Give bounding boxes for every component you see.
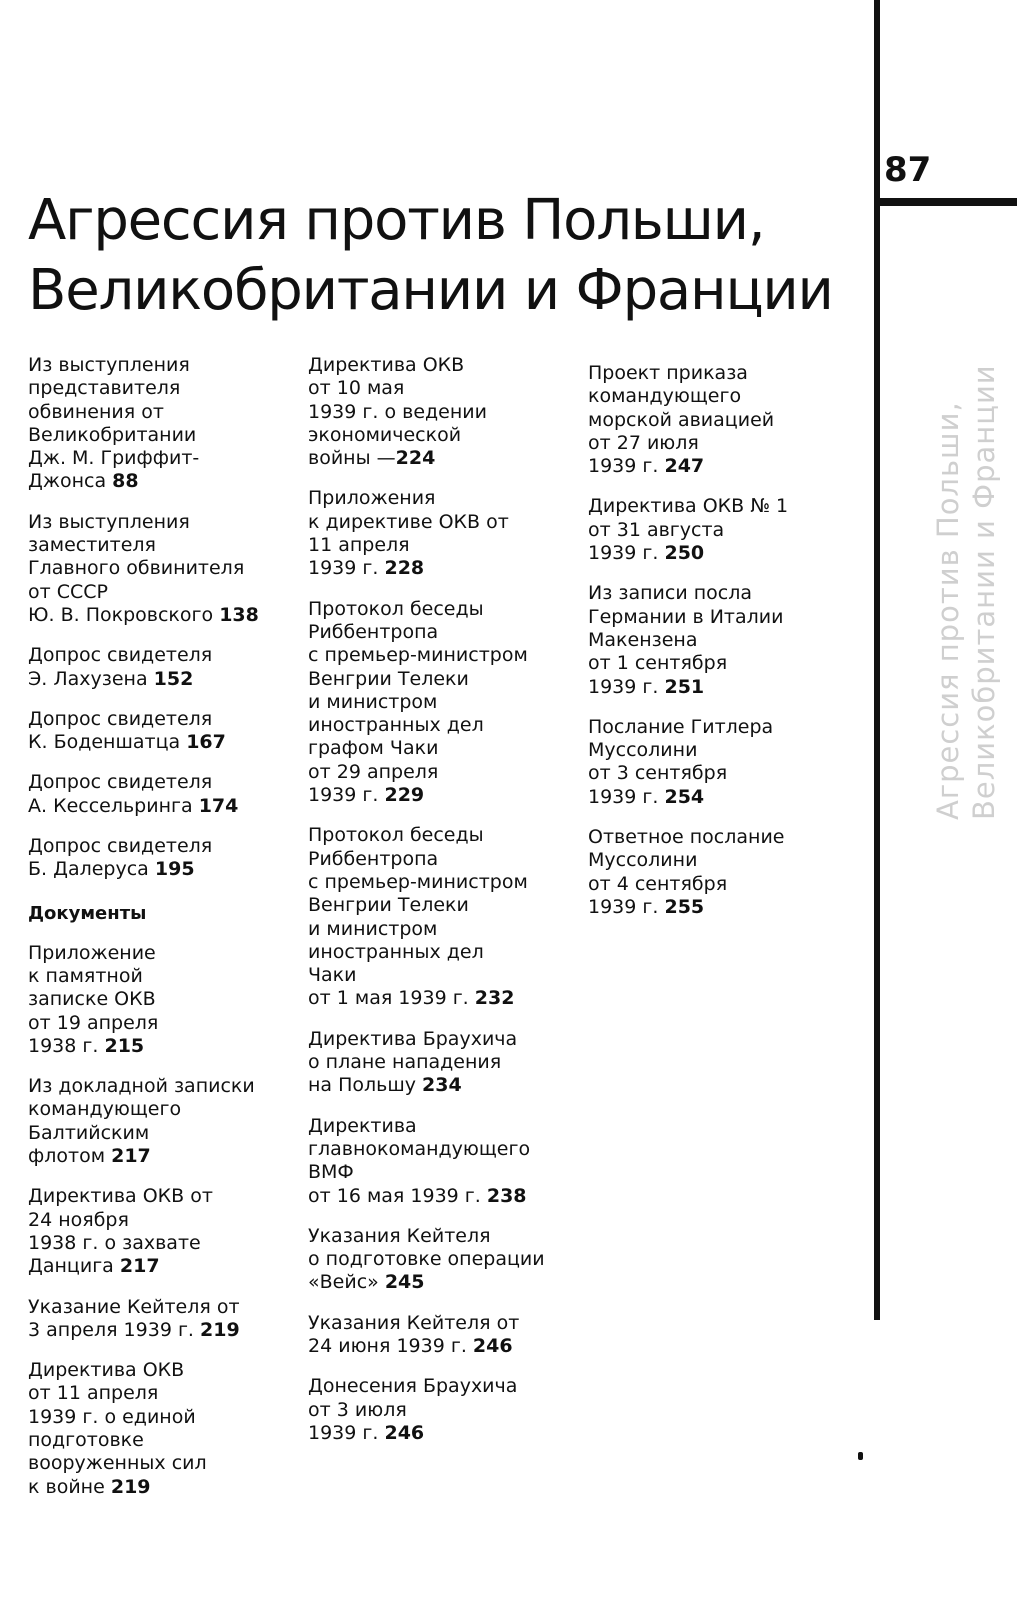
contents-entry[interactable] (308, 487, 573, 580)
entry-page-number: 228 (384, 557, 425, 580)
entry-line: морской авиацией (588, 408, 775, 431)
entry-line: Указание Кейтеля от (28, 1295, 240, 1318)
entry-last-line (28, 470, 290, 493)
entry-page-number: 195 (154, 858, 195, 881)
entry-last-line (28, 731, 290, 754)
entry-text: 1939 г. (588, 785, 659, 808)
entry-last-line (28, 1035, 290, 1058)
entry-line: о подготовке операции (308, 1248, 545, 1271)
entry-page-number: 255 (664, 895, 705, 918)
entry-text: от 16 мая 1939 г. (308, 1184, 481, 1207)
entry-line: Донесения Браухича (308, 1375, 518, 1398)
contents-entry[interactable] (588, 362, 840, 478)
entry-last-line (308, 784, 573, 807)
entry-line: 11 апреля (308, 534, 410, 557)
entry-line: Указания Кейтеля от (308, 1311, 520, 1334)
entry-line: экономической (308, 423, 462, 446)
entry-text: 1939 г. (308, 1421, 379, 1444)
entry-line: от 3 июля (308, 1398, 407, 1421)
entry-page-number: 138 (219, 603, 259, 626)
contents-entry[interactable] (28, 1075, 290, 1168)
entry-text: А. Кессельринга (28, 794, 193, 817)
print-mark (858, 1452, 863, 1460)
entry-line: Муссолини (588, 849, 698, 872)
entry-page-number: 229 (384, 784, 425, 807)
entry-page-number: 167 (186, 731, 226, 754)
entry-last-line (308, 1422, 573, 1445)
contents-entry[interactable] (308, 1028, 573, 1098)
entry-page-number: 215 (104, 1034, 145, 1057)
entry-last-line (308, 1074, 573, 1097)
entry-line: обвинения от (28, 400, 164, 423)
entry-line: от 29 апреля (308, 760, 439, 783)
contents-entry[interactable] (28, 771, 290, 818)
contents-entry[interactable] (308, 354, 573, 470)
entry-page-number: 251 (664, 675, 705, 698)
entry-page-number: 217 (111, 1145, 151, 1168)
entry-line: 1939 г. о ведении (308, 400, 487, 423)
entry-line: от 4 сентября (588, 872, 728, 895)
entry-line: командующего (588, 385, 742, 408)
entry-page-number: 88 (112, 470, 139, 493)
page-title (28, 186, 833, 326)
contents-column-1 (28, 354, 290, 1516)
entry-page-number: 246 (384, 1421, 425, 1444)
entry-page-number: 152 (153, 667, 194, 690)
entry-line: Германии в Италии (588, 605, 784, 628)
contents-entry[interactable] (28, 511, 290, 627)
entry-text: 1939 г. (588, 895, 659, 918)
contents-entry[interactable] (28, 942, 290, 1058)
entry-line: Риббентропа (308, 847, 439, 870)
entry-line: от СССР (28, 580, 108, 603)
entry-line: Директива ОКВ (28, 1359, 185, 1382)
contents-entry[interactable] (28, 1185, 290, 1278)
entry-text: 1939 г. (308, 784, 379, 807)
entry-text: Ю. В. Покровского (28, 603, 214, 626)
entry-last-line (308, 447, 573, 470)
entry-line: графом Чаки (308, 737, 439, 760)
entry-text: Э. Лахузена (28, 667, 148, 690)
bleed-through-text (930, 200, 1002, 820)
entry-page-number: 219 (200, 1318, 240, 1341)
contents-entry[interactable] (588, 582, 840, 698)
entry-page-number: 219 (110, 1475, 151, 1498)
entry-line: Директива ОКВ от (28, 1185, 213, 1208)
bleed-through-line-2: Великобритании и Франции (967, 364, 1001, 820)
entry-line: Из записи посла (588, 582, 752, 605)
entry-line: от 1 сентября (588, 652, 728, 675)
entry-last-line (28, 1255, 290, 1278)
contents-entry[interactable] (588, 495, 840, 565)
entry-line: Директива ОКВ № 1 (588, 495, 789, 518)
entry-page-number: 247 (664, 455, 705, 478)
page-number: 87 (884, 150, 932, 190)
entry-line: с премьер-министром (308, 644, 528, 667)
entry-text: К. Боденшатца (28, 731, 181, 754)
entry-line: Муссолини (588, 739, 698, 762)
entry-text: 1939 г. (588, 675, 659, 698)
entry-page-number: 246 (472, 1334, 513, 1357)
title-line-2: Великобритании и Франции (28, 258, 833, 323)
entry-line: главнокомандующего (308, 1137, 531, 1160)
entry-line: Директива Браухича (308, 1027, 518, 1050)
entry-line: командующего (28, 1098, 182, 1121)
entry-page-number: 174 (198, 794, 239, 817)
entry-line: Послание Гитлера (588, 715, 774, 738)
entry-text: 1938 г. (28, 1034, 99, 1057)
entry-line: Дж. М. Гриффит- (28, 447, 200, 470)
entry-line: Приложение (28, 941, 156, 964)
entry-line: Допрос свидетеля (28, 707, 213, 730)
entry-text: от 1 мая 1939 г. (308, 987, 469, 1010)
entry-line: от 10 мая (308, 377, 405, 400)
entry-last-line (588, 542, 840, 565)
entry-last-line (28, 1476, 290, 1499)
entry-page-number: 232 (474, 987, 515, 1010)
entry-line: Допрос свидетеля (28, 835, 213, 858)
entry-last-line (588, 786, 840, 809)
entry-line: от 19 апреля (28, 1011, 159, 1034)
entry-line: Допрос свидетеля (28, 771, 213, 794)
entry-line: Венгрии Телеки (308, 667, 469, 690)
entry-line: от 31 августа (588, 518, 725, 541)
entry-line: Ответное послание (588, 826, 785, 849)
entry-text: войны — (308, 447, 396, 470)
contents-entry[interactable] (28, 644, 290, 691)
entry-line: Директива (308, 1114, 417, 1137)
entry-line: с премьер-министром (308, 870, 528, 893)
entry-line: иностранных дел (308, 714, 484, 737)
entry-line: Протокол беседы (308, 824, 484, 847)
entry-line: заместителя (28, 534, 156, 557)
entry-line: ВМФ (308, 1161, 354, 1184)
contents-column-2 (308, 354, 573, 1462)
entry-text: к войне (28, 1475, 105, 1498)
entry-line: 1938 г. о захвате (28, 1231, 201, 1254)
entry-line: Проект приказа (588, 362, 748, 384)
contents-entry[interactable] (308, 1375, 573, 1445)
entry-last-line (308, 1335, 573, 1358)
entry-line: Из выступления (28, 354, 190, 376)
contents-entry[interactable] (308, 1312, 573, 1359)
entry-line: записке ОКВ (28, 988, 156, 1011)
entry-line: Из выступления (28, 510, 190, 533)
entry-last-line (28, 858, 290, 881)
entry-page-number: 224 (395, 447, 436, 470)
entry-last-line (308, 557, 573, 580)
entry-text: Б. Далеруса (28, 858, 149, 881)
entry-line: о плане нападения (308, 1051, 502, 1074)
entry-page-number: 254 (664, 785, 705, 808)
entry-last-line (588, 455, 840, 478)
entry-page-number: 238 (486, 1184, 527, 1207)
contents-column-3 (588, 362, 840, 936)
contents-entry[interactable] (28, 354, 290, 494)
entry-line: Балтийским (28, 1121, 150, 1144)
entry-line: к директиве ОКВ от (308, 510, 509, 533)
entry-last-line (308, 1185, 573, 1208)
entry-last-line (308, 1271, 573, 1294)
entry-last-line (28, 1145, 290, 1168)
entry-line: Чаки (308, 964, 357, 987)
entry-line: Указания Кейтеля (308, 1224, 491, 1247)
contents-entry[interactable] (28, 1296, 290, 1343)
entry-page-number: 234 (422, 1074, 462, 1097)
entry-last-line (28, 668, 290, 691)
entry-text: 3 апреля 1939 г. (28, 1318, 194, 1341)
entry-last-line (588, 896, 840, 919)
entry-page-number: 245 (384, 1271, 425, 1294)
entry-line: вооруженных сил (28, 1452, 207, 1475)
bleed-through-line-1: Агрессия против Польши, (931, 401, 965, 820)
entry-line: Венгрии Телеки (308, 894, 469, 917)
contents-entry[interactable] (308, 1115, 573, 1208)
entry-text: на Польшу (308, 1074, 416, 1097)
entry-page-number: 217 (119, 1255, 160, 1278)
contents-entry[interactable] (28, 1359, 290, 1499)
entry-line: Риббентропа (308, 620, 439, 643)
entry-line: Протокол беседы (308, 597, 484, 620)
contents-entry[interactable] (28, 835, 290, 882)
entry-text: 1939 г. (588, 455, 659, 478)
entry-last-line (308, 987, 573, 1010)
entry-line: Макензена (588, 628, 698, 651)
entry-line: 1939 г. о единой (28, 1405, 196, 1428)
entry-last-line (588, 676, 840, 699)
entry-line: Приложения (308, 487, 436, 510)
entry-last-line (28, 795, 290, 818)
entry-line: иностранных дел (308, 940, 484, 963)
title-line-1: Агрессия против Польши, (28, 188, 765, 253)
entry-line: Директива ОКВ (308, 354, 465, 376)
entry-text: 24 июня 1939 г. (308, 1334, 467, 1357)
entry-text: Данцига (28, 1255, 114, 1278)
entry-line: от 27 июля (588, 431, 699, 454)
contents-entry[interactable] (588, 826, 840, 919)
entry-line: и министром (308, 917, 438, 940)
entry-line: представителя (28, 377, 181, 400)
entry-line: к памятной (28, 964, 143, 987)
contents-entry[interactable] (308, 598, 573, 808)
entry-line: Из докладной записки (28, 1075, 255, 1098)
entry-last-line (28, 1319, 290, 1342)
contents-entry[interactable] (588, 716, 840, 809)
entry-text: «Вейс» (308, 1271, 379, 1294)
entry-page-number: 250 (664, 542, 705, 565)
entry-line: от 3 сентября (588, 762, 728, 785)
entry-line: Великобритании (28, 423, 197, 446)
entry-line: Главного обвинителя (28, 557, 245, 580)
entry-last-line (28, 604, 290, 627)
contents-entry[interactable] (308, 1225, 573, 1295)
entry-text: Джонса (28, 470, 107, 493)
entry-line: Допрос свидетеля (28, 644, 213, 667)
section-heading: Документы (28, 902, 147, 924)
entry-text: 1939 г. (588, 542, 659, 565)
entry-text: флотом (28, 1145, 106, 1168)
entry-line: 24 ноября (28, 1208, 129, 1231)
contents-entry[interactable] (308, 824, 573, 1010)
contents-entry[interactable] (28, 708, 290, 755)
entry-line: от 11 апреля (28, 1382, 159, 1405)
entry-line: подготовке (28, 1428, 144, 1451)
entry-line: и министром (308, 690, 438, 713)
entry-text: 1939 г. (308, 557, 379, 580)
